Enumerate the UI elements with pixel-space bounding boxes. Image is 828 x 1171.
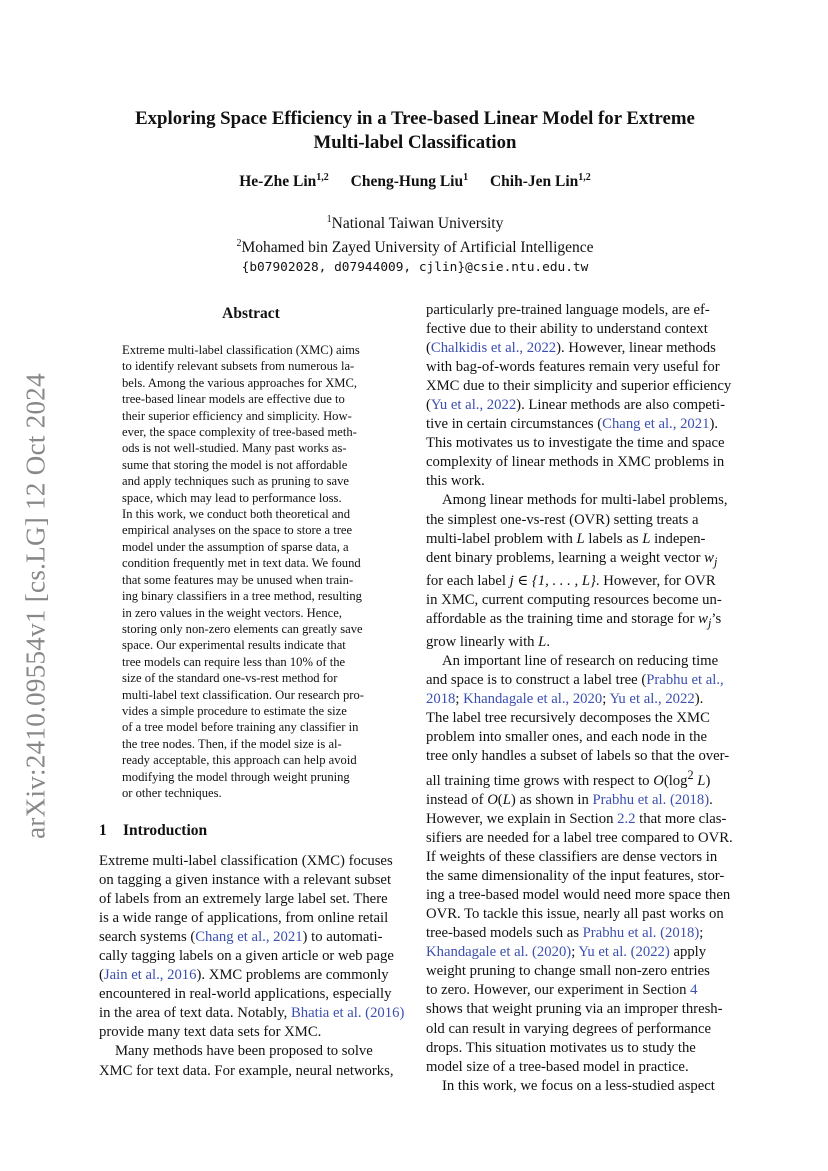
text-line — [99, 1042, 404, 1061]
affiliations — [90, 210, 740, 278]
text-line — [426, 905, 731, 924]
affiliation-name: National Taiwan University — [331, 215, 504, 233]
text-run: ( — [99, 967, 104, 984]
text-line — [99, 852, 404, 871]
citation-link[interactable]: Yu et al., 2022 — [609, 690, 695, 707]
section-heading — [99, 822, 207, 840]
abstract-line: tree-based linear models are effective due to — [122, 392, 345, 407]
text-line — [426, 829, 731, 848]
text-run: 2 — [687, 768, 694, 782]
math-symbol: j ∈ {1, . . . , L} — [509, 572, 596, 589]
section-title: Introduction — [123, 822, 208, 839]
text-run: OVR. To tackle this issue, nearly all past works on — [426, 906, 724, 923]
math-symbol: L — [642, 530, 651, 547]
text-run: Extreme multi-label classification (XMC) focuses — [99, 853, 393, 869]
text-run: that more clas- — [635, 810, 727, 827]
text-line — [426, 747, 731, 766]
citation-link[interactable]: Prabhu et al. (2018) — [582, 925, 700, 942]
abstract-line: space. Our experimental results indicate that — [122, 638, 346, 653]
text-run: ). — [694, 690, 704, 707]
text-line — [426, 1058, 731, 1077]
text-run: In this work, we focus on a less-studied aspect — [442, 1077, 715, 1094]
math-symbol: O — [653, 772, 664, 789]
author-affiliation-mark: 1,2 — [316, 172, 329, 183]
author-affiliation-mark: 1,2 — [578, 172, 591, 183]
abstract-line: empirical analyses on the space to store a tree — [122, 523, 353, 538]
text-run: is a wide range of applications, from online retail — [99, 910, 389, 927]
author-name: He-Zhe Lin — [239, 173, 317, 191]
text-line — [426, 339, 731, 358]
citation-link[interactable]: Jain et al., 2016 — [103, 967, 197, 984]
abstract-line: of a tree model before training any classifier in — [122, 720, 359, 735]
text-run: and space is to construct a label tree ( — [426, 671, 647, 688]
math-symbol: O — [487, 791, 498, 808]
citation-link[interactable]: Prabhu et al., — [646, 671, 724, 688]
text-line — [426, 633, 731, 652]
text-run: ). XMC problems are commonly — [196, 967, 389, 984]
text-run: dent binary problems, learning a weight vector — [426, 549, 705, 566]
abstract-line: sume that storing the model is not affordable — [122, 457, 348, 472]
text-run: complexity of linear methods in XMC problems in — [426, 454, 725, 471]
text-line — [426, 434, 731, 453]
text-run: Many methods have been proposed to solve — [115, 1043, 373, 1060]
paper-title — [90, 107, 740, 155]
math-symbol: L — [697, 772, 706, 789]
affiliation — [90, 210, 740, 234]
text-run: provide many text data sets for XMC. — [99, 1024, 322, 1041]
author — [490, 173, 591, 190]
text-run: weight pruning to change small non-zero entries — [426, 963, 710, 980]
text-run: grow linearly with — [426, 633, 539, 650]
title-line: Exploring Space Efficiency in a Tree-based Linear Model for Extreme — [135, 108, 695, 129]
text-line — [426, 453, 731, 472]
abstract-heading: Abstract — [222, 305, 280, 322]
abstract-line: ready acceptable, this approach can help avoid — [122, 753, 357, 768]
text-run: with bag-of-words features remain very useful for — [426, 359, 720, 376]
affiliation-mark: 1 — [326, 214, 332, 225]
text-run: all training time grows with respect to — [426, 772, 654, 789]
text-line — [99, 890, 404, 909]
citation-link[interactable]: Chalkidis et al., 2022 — [430, 340, 557, 357]
abstract-line: model under the assumption of sparse data, a — [122, 539, 349, 554]
text-line — [426, 1039, 731, 1058]
text-run: this work. — [426, 473, 485, 490]
text-run: ; — [455, 690, 464, 707]
text-run: fective due to their ability to understand context — [426, 321, 708, 338]
abstract-line: ods is not well-studied. Many past works as- — [122, 441, 347, 456]
text-line — [426, 377, 731, 396]
text-run: ) to automati- — [302, 929, 383, 946]
text-run: . — [709, 791, 713, 808]
abstract-line: or other techniques. — [122, 785, 222, 800]
text-run: labels as — [584, 530, 643, 547]
text-line — [426, 572, 731, 591]
text-run: multi-label problem with — [426, 530, 577, 547]
text-run: sifiers are needed for a label tree compared to OVR. — [426, 830, 733, 847]
abstract-line: modifying the model through weight pruning — [122, 769, 350, 784]
text-line — [99, 1023, 404, 1042]
text-run: ( — [497, 791, 503, 808]
math-symbol: L — [502, 791, 511, 808]
text-run: particularly pre-trained language models, are ef- — [426, 302, 710, 318]
math-symbol: w — [698, 610, 708, 627]
abstract-line: that some features may be unused when train- — [122, 572, 354, 587]
text-run: in the area of text data. Notably, — [99, 1005, 291, 1022]
text-run: shows that weight pruning via an improper thresh- — [426, 1001, 723, 1018]
text-line — [426, 396, 731, 415]
affiliation-mark: 2 — [236, 238, 242, 250]
text-run: ). — [709, 416, 719, 433]
math-symbol: L — [538, 633, 547, 650]
text-run: ing a tree-based model would need more space then — [426, 887, 731, 904]
text-line — [99, 966, 404, 985]
title-line: Multi-label Classification — [313, 132, 517, 153]
text-run: in XMC, current computing resources become un- — [426, 591, 722, 608]
author-name: Chih-Jen Lin — [489, 173, 579, 191]
abstract-body — [122, 342, 380, 801]
author-list — [90, 172, 740, 191]
abstract-line: to identify relevant subsets from numerous la- — [122, 359, 355, 374]
text-line — [426, 981, 731, 1000]
text-line — [426, 511, 731, 530]
abstract-line: vides a simple procedure to estimate the size — [122, 703, 347, 718]
text-run: apply — [669, 944, 707, 961]
text-line — [426, 301, 731, 320]
affiliation — [90, 234, 740, 258]
text-run: ) as shown in — [510, 791, 593, 808]
text-run: This motivates us to investigate the time and space — [426, 435, 725, 452]
text-line — [426, 962, 731, 981]
text-line — [426, 591, 731, 610]
text-line — [426, 549, 731, 572]
text-line — [426, 320, 731, 339]
text-run: If weights of these classifiers are dense vectors in — [426, 849, 718, 866]
abstract-line: storing only non-zero elements can greatly save — [122, 621, 363, 636]
text-line — [426, 791, 731, 810]
text-run: An important line of research on reducing time — [442, 652, 719, 669]
text-line — [426, 1077, 731, 1096]
arxiv-identifier: arXiv:2410.09554v1 [cs.LG] 12 Oct 2024 — [20, 373, 51, 839]
text-line — [426, 848, 731, 867]
citation-link[interactable]: 4 — [690, 982, 698, 999]
text-line — [426, 472, 731, 491]
math-symbol: w — [704, 549, 714, 566]
text-line — [426, 810, 731, 829]
text-run: ) — [705, 772, 711, 789]
text-line — [426, 867, 731, 886]
text-line — [426, 766, 731, 791]
text-run: tree only handles a subset of labels so that the over- — [426, 747, 730, 764]
text-run: XMC due to their simplicity and superior efficiency — [426, 378, 732, 395]
text-line — [99, 947, 404, 966]
text-line — [426, 530, 731, 549]
text-run: search systems ( — [99, 929, 196, 946]
text-run: indepen- — [650, 530, 706, 547]
text-line — [426, 671, 731, 690]
text-run: cally tagging labels on a given article or web page — [99, 948, 394, 965]
math-symbol: L — [576, 530, 585, 547]
abstract-line: space, which may lead to performance loss. — [122, 490, 342, 505]
citation-link[interactable]: 2.2 — [617, 810, 636, 827]
abstract-line: size of the standard one-vs-rest method for — [122, 671, 338, 686]
author-name: Cheng-Hung Liu — [350, 173, 464, 191]
citation-link[interactable]: Bhatia et al. (2016) — [290, 1005, 405, 1022]
text-run: of labels from an extremely large label set. There — [99, 891, 388, 908]
text-run: the same dimensionality of the input features, stor- — [426, 868, 725, 885]
citation-link[interactable]: Khandagale et al., 2020 — [463, 690, 603, 707]
citation-link[interactable]: Chang et al., 2021 — [602, 416, 710, 433]
text-run: ; — [602, 690, 610, 707]
text-run: ( — [426, 340, 431, 357]
text-run: ). Linear methods are also competi- — [516, 397, 725, 414]
abstract-line: Extreme multi-label classification (XMC) aims — [122, 343, 360, 357]
abstract-line: ever, the space complexity of tree-based meth- — [122, 425, 357, 440]
text-run: (log — [663, 772, 688, 789]
text-line — [99, 871, 404, 890]
text-run: for each label — [426, 572, 510, 589]
text-line — [426, 652, 731, 671]
text-line — [426, 886, 731, 905]
text-run: on tagging a given instance with a relevant subset — [99, 872, 392, 889]
text-run: . However, for OVR — [595, 572, 716, 589]
affiliation-name: Mohamed bin Zayed University of Artificial Intelligence — [241, 239, 594, 257]
author-emails: {b07902028, d07944009, cjlin}@csie.ntu.edu.tw — [241, 260, 589, 276]
text-run: affordable as the training time and storage for — [426, 610, 699, 627]
abstract-line: multi-label text classification. Our research pro- — [122, 687, 364, 702]
intro-left-column — [99, 852, 404, 1081]
author — [351, 173, 468, 190]
citation-link[interactable]: Yu et al., 2022 — [430, 397, 517, 414]
text-run: The label tree recursively decomposes the XMC — [426, 709, 710, 726]
text-run: to zero. However, our experiment in Section — [426, 982, 691, 999]
text-line — [99, 909, 404, 928]
text-run: Among linear methods for multi-label problems, — [442, 492, 728, 509]
text-run: instead of — [426, 791, 488, 808]
abstract-line: their superior efficiency and simplicity. How- — [122, 408, 352, 423]
text-run: XMC for text data. For example, neural networks, — [99, 1062, 394, 1079]
text-line — [99, 985, 404, 1004]
text-line — [426, 491, 731, 510]
math-symbol: j — [707, 615, 712, 630]
text-line — [426, 1020, 731, 1039]
abstract-line: and apply techniques such as pruning to save — [122, 474, 349, 489]
abstract-line: In this work, we conduct both theoretical and — [122, 507, 351, 522]
section-number: 1 — [99, 822, 107, 839]
text-line — [426, 728, 731, 747]
author — [239, 173, 329, 190]
text-run: old can result in varying degrees of performance — [426, 1020, 712, 1037]
citation-link[interactable]: Chang et al., 2021 — [195, 929, 303, 946]
citation-link[interactable]: Khandagale et al. (2020) — [426, 944, 572, 961]
abstract-line: ing binary classifiers in a tree method, resulting — [122, 589, 362, 604]
text-line — [426, 690, 731, 709]
math-symbol: j — [713, 554, 718, 569]
text-run: However, we explain in Section — [426, 810, 618, 827]
text-run: the simplest one-vs-rest (OVR) setting treats a — [426, 511, 699, 528]
text-line — [426, 1000, 731, 1019]
text-run: problem into smaller ones, and each node in the — [426, 728, 708, 745]
text-run: tive in certain circumstances ( — [426, 416, 603, 433]
text-line — [99, 928, 404, 947]
text-run: ; — [571, 944, 579, 961]
text-line — [426, 709, 731, 728]
text-run: ( — [426, 397, 431, 414]
right-column — [426, 301, 731, 1096]
text-line — [99, 1004, 404, 1023]
text-line — [426, 610, 731, 633]
text-run: tree-based models such as — [426, 925, 583, 942]
text-line — [426, 924, 731, 943]
abstract-line: condition frequently met in text data. We found — [122, 556, 361, 571]
abstract-line: the tree nodes. Then, if the model size is al- — [122, 736, 342, 751]
text-run: model size of a tree-based model in practice. — [426, 1058, 689, 1075]
citation-link[interactable]: Yu et al. (2022) — [578, 944, 670, 961]
text-line — [99, 1062, 404, 1081]
author-affiliation-mark: 1 — [463, 172, 469, 183]
text-line — [426, 943, 731, 962]
text-run: encountered in real-world applications, especially — [99, 986, 392, 1003]
text-run: ). However, linear methods — [556, 340, 716, 357]
text-line — [426, 358, 731, 377]
arxiv-side-stamp — [18, 362, 54, 850]
text-line — [426, 415, 731, 434]
text-run: ; — [699, 925, 704, 942]
text-run: drops. This situation motivates us to study the — [426, 1039, 696, 1056]
text-run: ’s — [711, 610, 722, 627]
citation-link[interactable]: Prabhu et al. (2018) — [592, 791, 710, 808]
abstract-line: bels. Among the various approaches for XMC, — [122, 375, 358, 390]
citation-link[interactable]: 2018 — [426, 690, 456, 707]
text-run: . — [546, 633, 551, 650]
abstract-line: in zero values in the weight vectors. Hence, — [122, 605, 342, 620]
abstract-line: tree models can require less than 10% of the — [122, 654, 346, 669]
